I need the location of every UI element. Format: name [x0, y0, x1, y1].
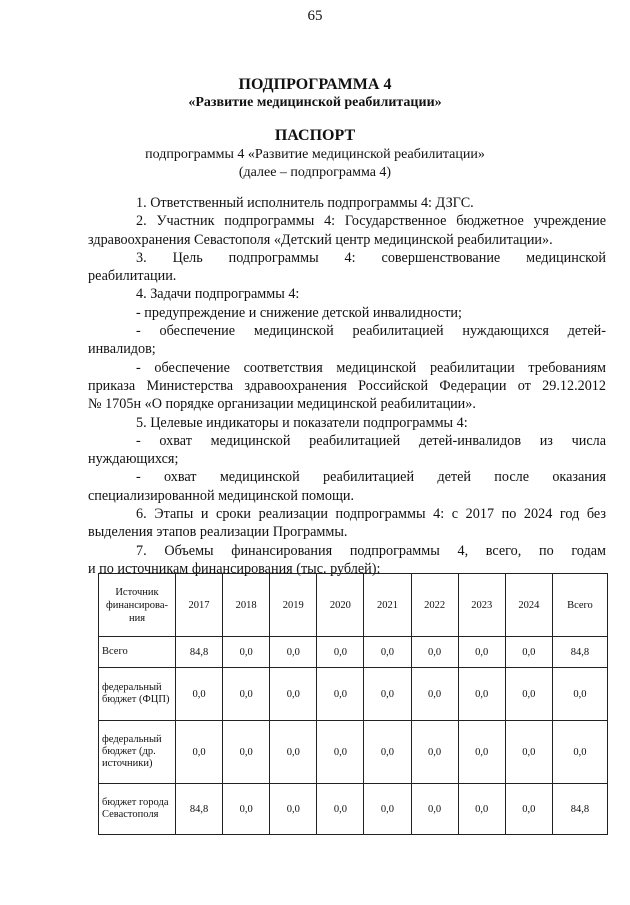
table-cell: 0,0 [458, 668, 505, 721]
table-cell: 0,0 [176, 721, 223, 784]
page-number: 65 [307, 8, 323, 24]
task-3-line-1: - обеспечение соответствия медицинской реабилитации требованиям [136, 359, 606, 376]
header-2022: 2022 [411, 574, 458, 637]
table-cell: 0,0 [505, 668, 552, 721]
header-2024: 2024 [505, 574, 552, 637]
table-row [99, 637, 608, 668]
header-total: Всего [552, 574, 607, 637]
task-1: - предупреждение и снижение детской инвалидности; [136, 304, 462, 321]
table-cell: 0,0 [458, 637, 505, 668]
table-cell: 0,0 [505, 784, 552, 835]
table-cell: 0,0 [223, 637, 270, 668]
table-cell: 0,0 [411, 784, 458, 835]
row-source: федеральный бюджет (ФЦП) [99, 668, 176, 721]
table-cell: 0,0 [270, 721, 317, 784]
passport-body [88, 194, 606, 578]
header-2017: 2017 [176, 574, 223, 637]
item-2-line-1: 2. Участник подпрограммы 4: Государственное бюджетное учреждение [136, 213, 606, 230]
table-cell: 84,8 [552, 784, 607, 835]
table-cell: 0,0 [317, 668, 364, 721]
indicator-2-line-2: специализированной медицинской помощи. [88, 487, 355, 504]
item-4: 4. Задачи подпрограммы 4: [136, 286, 300, 303]
table-cell: 0,0 [411, 668, 458, 721]
table-cell: 0,0 [317, 637, 364, 668]
subprogram-name: «Развитие медицинской реабилитации» [188, 95, 442, 110]
item-6-line-2: выделения этапов реализации Программы. [88, 524, 348, 541]
table-cell: 0,0 [364, 668, 411, 721]
table-cell: 0,0 [270, 668, 317, 721]
subprogram-title: ПОДПРОГРАММА 4 [238, 76, 392, 93]
table-cell: 0,0 [223, 668, 270, 721]
financing-table [98, 573, 608, 835]
table-cell: 0,0 [223, 784, 270, 835]
table-header-row [99, 574, 608, 637]
table-cell: 0,0 [411, 637, 458, 668]
table-cell: 0,0 [270, 637, 317, 668]
item-1: 1. Ответственный исполнитель подпрограммы 4: ДЗГС. [136, 195, 474, 211]
table-cell: 0,0 [223, 721, 270, 784]
row-source: бюджет города Севастополя [99, 784, 176, 835]
task-2-line-2: инвалидов; [88, 341, 156, 358]
table-cell: 0,0 [176, 668, 223, 721]
table-cell: 0,0 [364, 721, 411, 784]
table-cell: 0,0 [505, 721, 552, 784]
table-cell: 0,0 [364, 784, 411, 835]
indicator-1-line-2: нуждающихся; [88, 451, 179, 468]
item-6-line-1: 6. Этапы и сроки реализации подпрограммы 4: с 2017 по 2024 год без [136, 506, 606, 523]
table-row [99, 784, 608, 835]
table-cell: 0,0 [364, 637, 411, 668]
table-cell: 0,0 [317, 784, 364, 835]
table-cell: 0,0 [458, 721, 505, 784]
item-3-line-2: реабилитации. [88, 268, 177, 285]
header-2018: 2018 [223, 574, 270, 637]
passport-subtitle: подпрограммы 4 «Развитие медицинской реабилитации» [145, 147, 485, 162]
table-cell: 84,8 [176, 637, 223, 668]
table-cell: 84,8 [176, 784, 223, 835]
header-source: Источник финансирова-ния [99, 574, 176, 637]
item-2-line-2: здравоохранения Севастополя «Детский центр медицинской реабилитации». [88, 231, 553, 248]
item-3-line-1: 3. Цель подпрограммы 4: совершенствование медицинской [136, 249, 606, 266]
passport-subtitle-note: (далее – подпрограмма 4) [238, 165, 392, 180]
task-3-line-3: № 1705н «О порядке организации медицинской реабилитации». [88, 396, 476, 413]
table-row [99, 668, 608, 721]
passport-title: ПАСПОРТ [274, 127, 356, 144]
table-row [99, 721, 608, 784]
header-2019: 2019 [270, 574, 317, 637]
table-cell: 0,0 [505, 637, 552, 668]
table-cell: 0,0 [458, 784, 505, 835]
item-5: 5. Целевые индикаторы и показатели подпрограммы 4: [136, 414, 468, 431]
item-7-line-1: 7. Объемы финансирования подпрограммы 4, всего, по годам [136, 542, 606, 559]
table-cell: 84,8 [552, 637, 607, 668]
table-cell: 0,0 [552, 668, 607, 721]
subprogram-heading [0, 76, 630, 112]
passport-heading [0, 126, 630, 182]
row-source: федеральный бюджет (др. источники) [99, 721, 176, 784]
row-source: Всего [99, 637, 176, 668]
indicator-2-line-1: - охват медицинской реабилитацией детей после оказания [136, 469, 606, 486]
table-cell: 0,0 [552, 721, 607, 784]
header-2021: 2021 [364, 574, 411, 637]
indicator-1-line-1: - охват медицинской реабилитацией детей-инвалидов из числа [136, 432, 606, 449]
item-7-line-2: и по источникам финансирования (тыс. рублей): [88, 560, 381, 577]
table-cell: 0,0 [411, 721, 458, 784]
table-cell: 0,0 [317, 721, 364, 784]
task-2-line-1: - обеспечение медицинской реабилитацией нуждающихся детей- [136, 323, 606, 340]
header-2020: 2020 [317, 574, 364, 637]
table-cell: 0,0 [270, 784, 317, 835]
header-2023: 2023 [458, 574, 505, 637]
task-3-line-2: приказа Министерства здравоохранения Российской Федерации от 29.12.2012 [88, 377, 606, 394]
